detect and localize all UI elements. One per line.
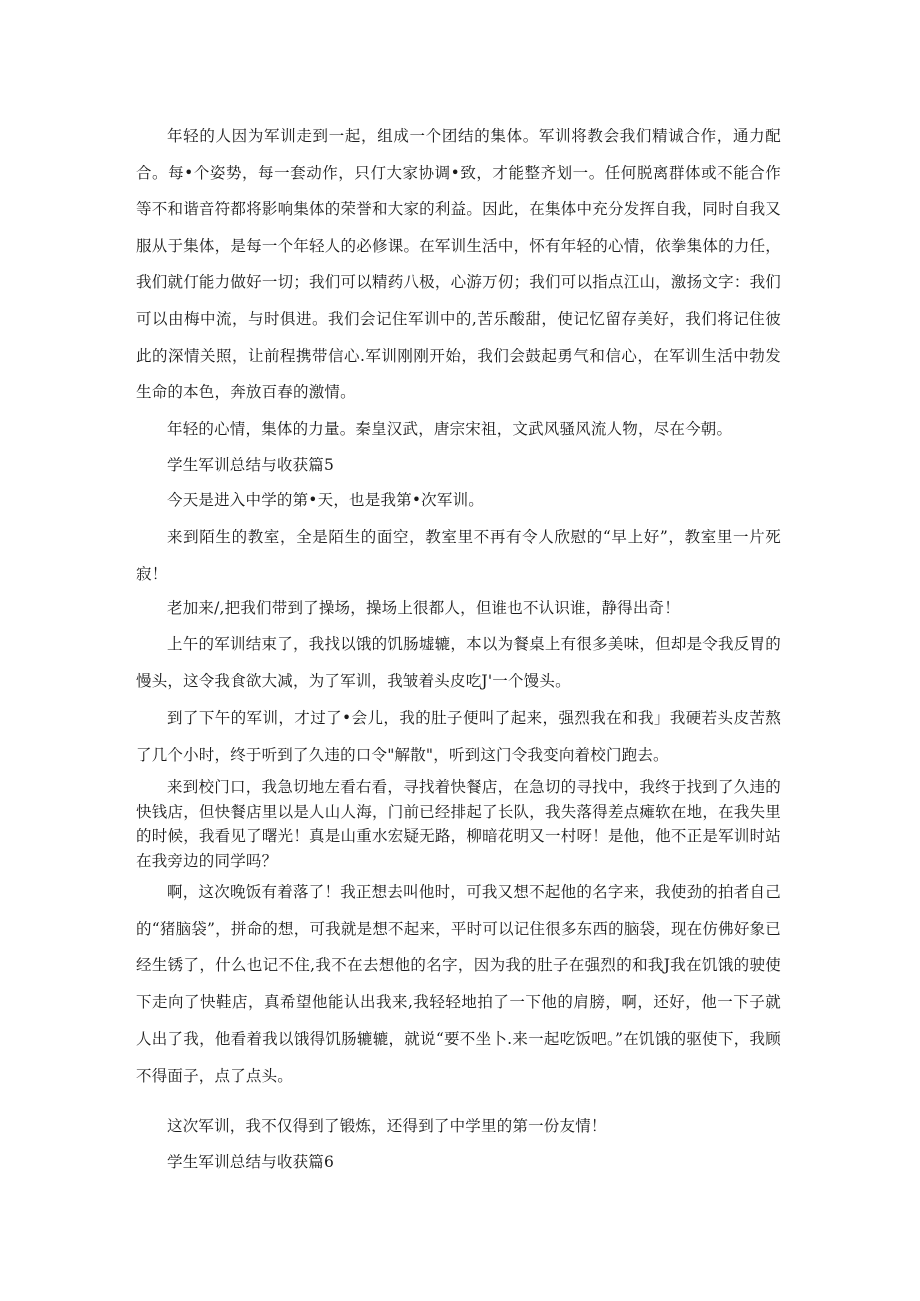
paragraph: 老加来/,把我们带到了操场，操场上很都人，但谁也不认识谁，静得出奇！ — [167, 599, 680, 617]
paragraph: 今天是进入中学的第•天，也是我第•次军训。 — [167, 491, 484, 509]
paragraph: 年轻的心情，集体的力量。秦皇汉武，唐宗宋祖，文武风骚风流人物，尽在今朝。 — [167, 420, 733, 438]
paragraph: 上午的军训结束了，我找以饿的饥肠墟辘，本以为餐桌上有很多美味，但却是令我反胃的慢头，这令我食欲大减，为了军训，我皱着头皮吃J'一个馒头。 — [136, 635, 781, 690]
section-heading: 学生军训总结与收获篇6 — [167, 1153, 335, 1171]
paragraph: 来到陌生的教室，全是陌生的面空，教室里不再有令人欣慰的“早上好”，教室里一片死寂！ — [136, 528, 781, 583]
section-heading: 学生军训总结与收获篇5 — [167, 456, 335, 474]
paragraph: 这次军训，我不仅得到了锻炼，还得到了中学里的第一份友情！ — [167, 1117, 607, 1135]
paragraph: 来到校门口，我急切地左看右看，寻找着快餐店，在急切的寻找中，我终于找到了久违的快钱店，但快餐店里以是人山人海，门前已经排起了长队，我失落得差点瘫软在地，在我失里的时候，我看见了曙光！真是山重水宏疑无路，柳暗花明又一村呀！是他，他不正是军训时站在我旁边的同学吗？ — [136, 778, 781, 870]
paragraph: 到了下午的军训，才过了•会儿，我的肚子便叫了起来，强烈我在和我」我硬若头皮苦熬了几个小时，终于听到了久违的口令"解散"，听到这门令我变向着校门跑去。 — [136, 709, 781, 764]
paragraph: 啊，这次晚饭有着落了！我正想去叫他时，可我又想不起他的名字来，我使劲的拍者自己的“猪脑袋”，拼命的想，可我就是想不起来，平时可以记住很多东西的脑袋，现在仿佛好象已经生锈了，什么也记不住,我不在去想他的名字，因为我的肚子在强烈的和我J我在饥饿的驶使下走向了快鞋店，真希望他能认出我来,我轻轻地拍了一下他的肩膀，啊，还好，他一下子就人出了我，他看着我以饿得饥肠辘辘，就说“要不坐卜.来一起吃饭吧。”在饥饿的驱使下，我顾不得面子，点了点头。 — [136, 883, 781, 1085]
paragraph: 年轻的人因为军训走到一起，组成一个团结的集体。军训将教会我们精诚合作，通力配合。每•个姿势，每一套动作，只仃大家协调•致，才能整齐划一。任何脱离群体或不能合作等不和谐音符都将影响集体的荣誉和大家的利益。因此，在集体中充分发挥自我，同时自我又服从于集体，是每一个年轻人的必修课。在军训生活中，怀有年轻的心情，依拳集体的力任，我们就仃能力做好一切；我们可以精药八极，心游万仞；我们可以指点江山，激扬文字：我们可以由梅中流，与时俱进。我们会记住军训中的,苦乐酸甜，使记忆留存美好，我们将记住彼此的深情关照，让前程携带信心.军训刚刚开始，我们会鼓起勇气和信心，在军训生活中勃发生命的本色，奔放百春的激情。 — [136, 127, 781, 402]
